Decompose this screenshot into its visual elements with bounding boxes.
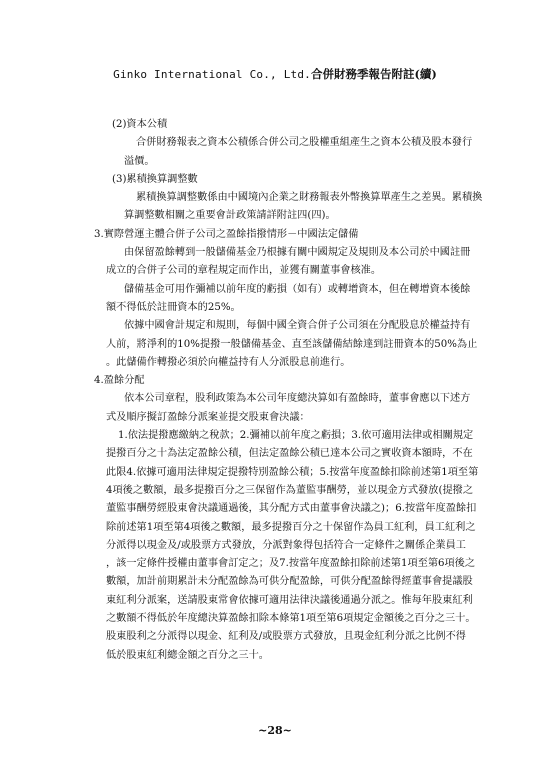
paragraph-line: 依據中國會計規定和規則，每個中國全資合併子公司須在分配股息於權益持有	[124, 320, 471, 332]
document-body	[94, 116, 516, 665]
paragraph-line: 分派得以現金及/或股票方式發放，分派對象得包括符合一定條件之關係企業員工	[106, 539, 466, 551]
paragraph-line: 1.依法提撥應繳納之稅款；2.彌補以前年度之虧損；3.依可適用法律或相關規定	[118, 430, 474, 442]
paragraph-line: 4項後之數額，最多提撥百分之三保留作為董監事酬勞，並以現金方式發放(提撥之	[106, 484, 474, 496]
company-name: Ginko International Co., Ltd.	[113, 68, 311, 81]
paragraph-line: ，該一定條件授權由董事會訂定之；及7.按當年度盈餘扣除前述第1項至第6項後之	[106, 558, 476, 570]
paragraph-line: 由保留盈餘轉到一般儲備基金乃根據有關中國規定及規則及本公司於中國註冊	[124, 247, 471, 259]
paragraph-line: 除前述第1項至第4項後之數額，最多提撥百分之十保留作為員工紅利，員工紅利之	[106, 521, 476, 533]
paragraph-line: 數額，加計前期累計未分配盈餘為可供分配盈餘，可供分配盈餘得經董事會提議股	[106, 576, 473, 588]
heading-capital-reserve: (2)資本公積	[112, 119, 168, 130]
page-number: ~28~	[258, 724, 292, 737]
paragraph-line: 東紅利分派案，送請股東常會依據可適用法律決議後通過分派之。惟每年股東紅利	[106, 594, 473, 606]
heading-translation-adjustment: (3)累積換算調整數	[112, 173, 198, 185]
paragraph-line: 式及順序擬訂盈餘分派案並提交股東會決議：	[106, 411, 310, 423]
paragraph-line: 合併財務報表之資本公積係合併公司之股權重組產生之資本公積及股本發行	[136, 137, 473, 149]
paragraph-line: 累積換算調整數係由中國境內企業之財務報表外幣換算單產生之差異。累積換	[136, 192, 483, 204]
paragraph-line: 儲備基金可用作彌補以前年度的虧損（如有）或轉增資本，但在轉增資本後餘	[124, 283, 471, 295]
heading-earnings-distribution: 4.盈餘分配	[94, 375, 145, 387]
paragraph-line: 。此儲備作轉撥必須於向權益持有人分派股息前進行。	[106, 356, 351, 368]
paragraph-line: 提撥百分之十為法定盈餘公積，但法定盈餘公積已達本公司之實收資本額時，不在	[106, 448, 473, 460]
heading-statutory-reserve: 3.實際營運主體合併子公司之盈餘指撥情形－中國法定儲備	[94, 228, 359, 240]
paragraph-line: 股東股利之分派得以現金、紅利及/或股票方式發放，且現金紅利分派之比例不得	[106, 631, 466, 643]
paragraph-line: 之數額不得低於年度總決算盈餘扣除本條第1項至第6項規定金額後之百分之三十。	[106, 613, 476, 625]
paragraph-line: 人前，將淨利的10%提撥一般儲備基金、直至該儲備結餘達到註冊資本的50%為止	[106, 338, 478, 350]
paragraph-line: 額不得低於註冊資本的25%。	[106, 301, 241, 313]
paragraph-line: 董監事酬勞經股東會決議通過後，其分配方式由董事會決議之)；6.按當年度盈餘扣	[106, 503, 477, 515]
page-header	[0, 66, 550, 83]
paragraph-line: 成立的合併子公司的章程規定而作出，並獲有關董事會核准。	[106, 265, 382, 277]
paragraph-line: 低於股東紅利總金額之百分之三十。	[106, 649, 269, 661]
paragraph-line: 算調整數相關之重要會計政策請詳附註四(四)。	[124, 210, 336, 222]
paragraph-line: 依本公司章程，股利政策為本公司年度總決算如有盈餘時，董事會應以下述方	[124, 393, 471, 405]
paragraph-line: 此限4.依據可適用法律規定提撥特別盈餘公積；5.按當年度盈餘扣除前述第1項至第	[106, 466, 479, 478]
report-title: 合併財務季報告附註(續)	[310, 67, 437, 81]
paragraph-line: 溢價。	[124, 155, 155, 167]
